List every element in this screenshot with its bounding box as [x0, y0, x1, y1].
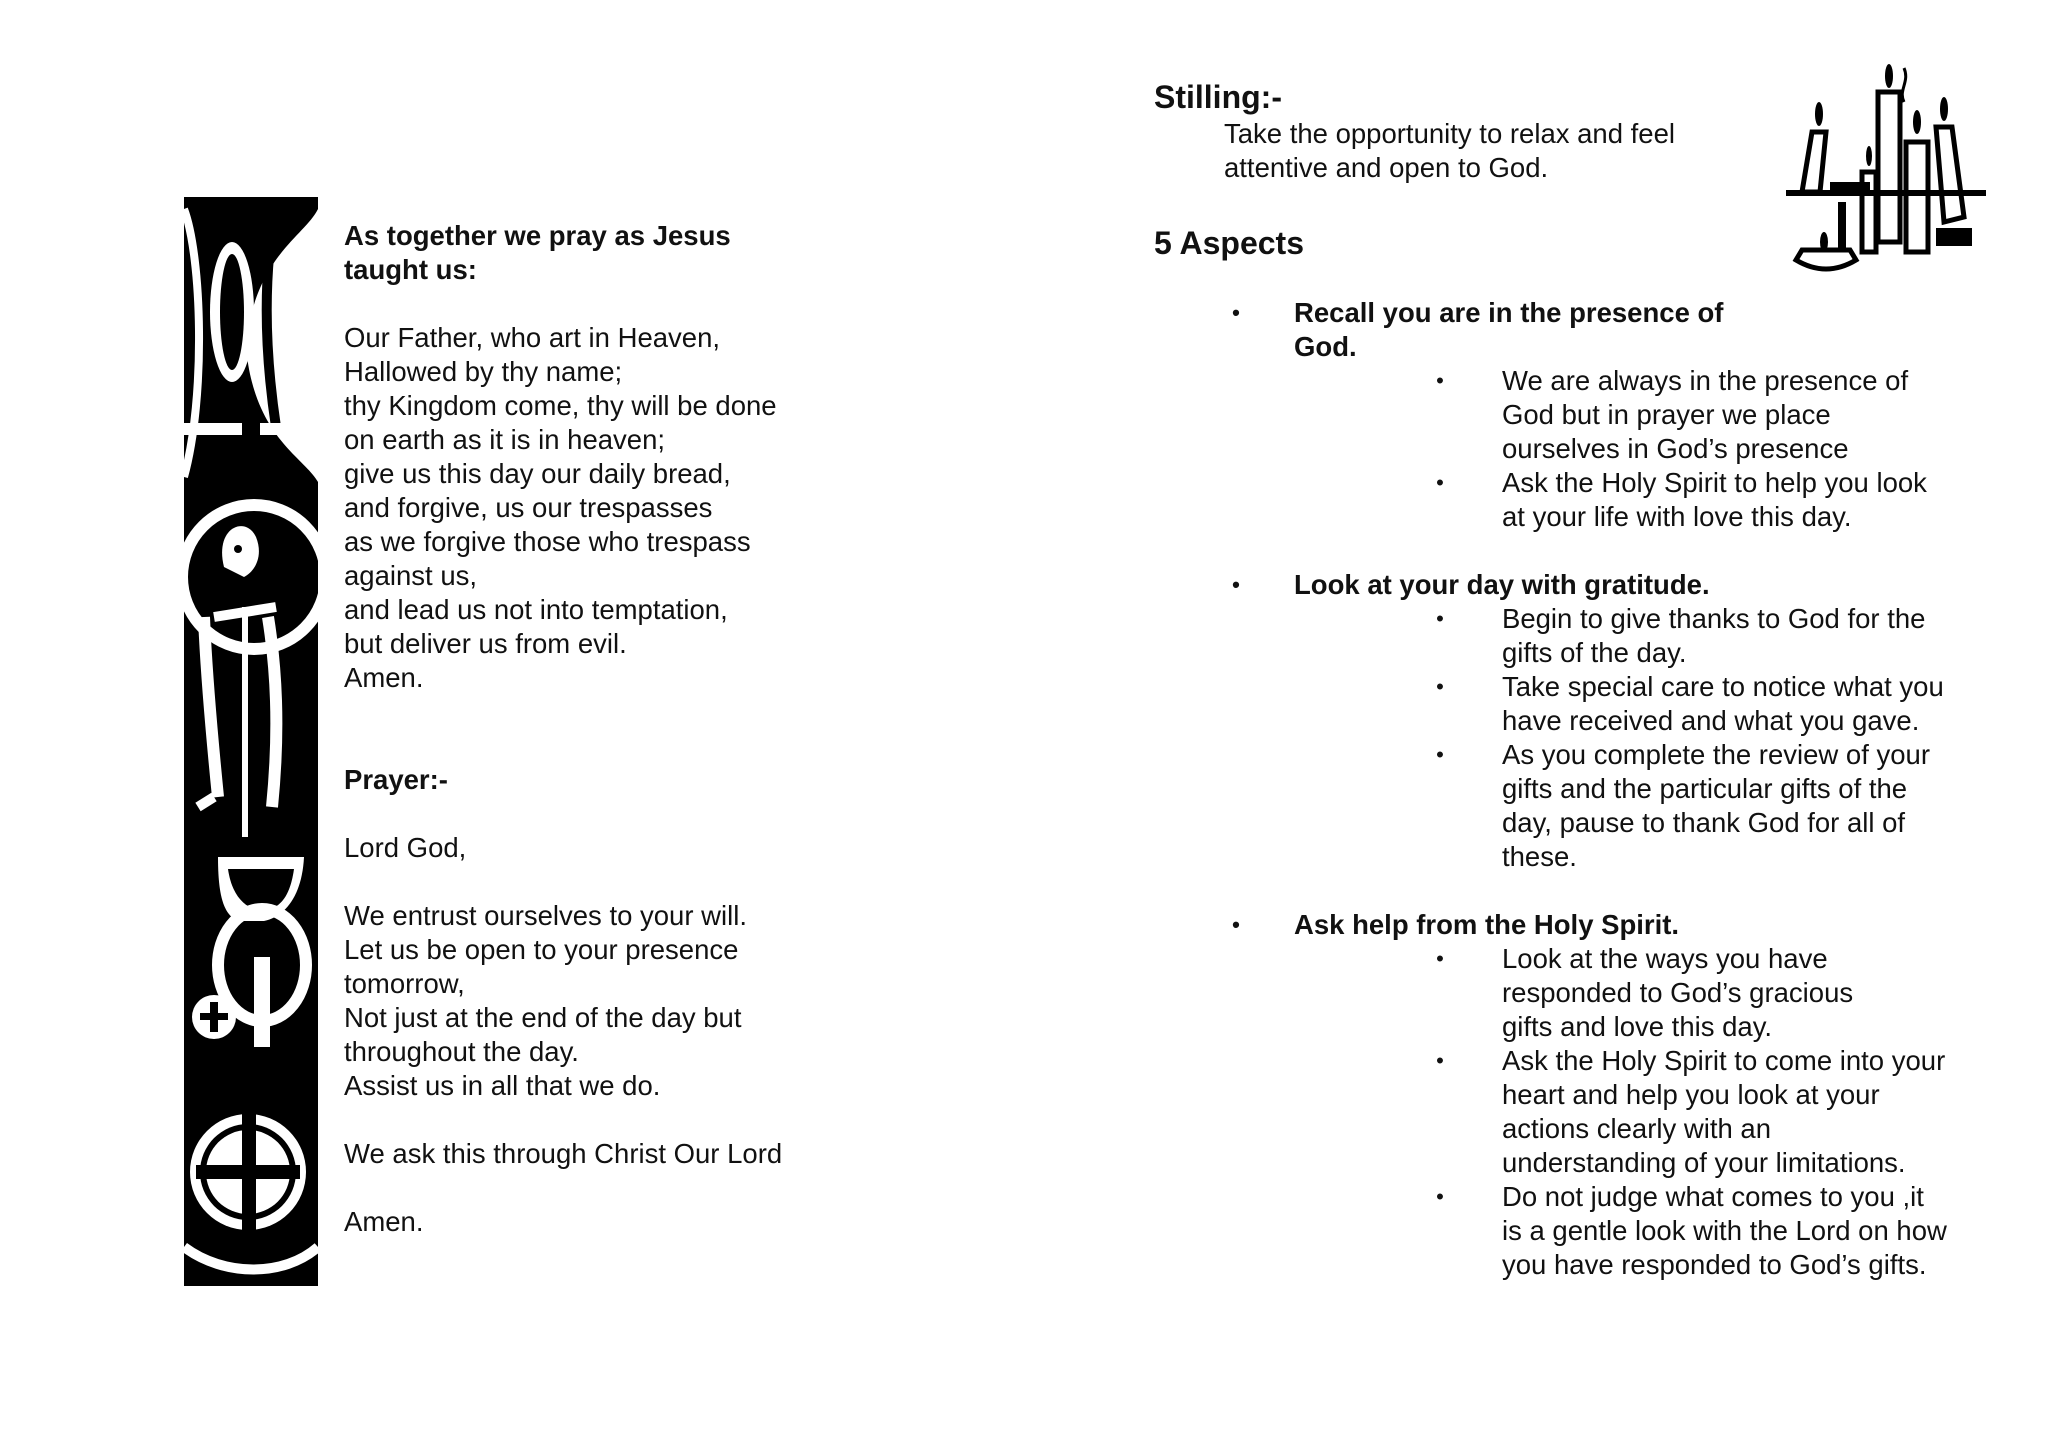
closing-line: We ask this through Christ Our Lord — [344, 1138, 783, 1169]
list-item-line: As you complete the review of your — [1502, 739, 1930, 770]
prayer-line: Amen. — [344, 662, 424, 693]
list-item-line: these. — [1502, 841, 1577, 872]
bullet-icon: • — [1436, 1184, 1444, 1209]
bullet-icon: • — [1232, 300, 1240, 325]
list-item-line: gifts and love this day. — [1502, 1011, 1773, 1042]
list-item-line: understanding of your limitations. — [1502, 1147, 1906, 1178]
prayer-line: Hallowed by thy name; — [344, 356, 623, 387]
list-item — [1436, 942, 1986, 1044]
aspect-title — [1226, 568, 1986, 602]
aspect-title — [1226, 908, 1986, 942]
list-item-line: Do not judge what comes to you ,it — [1502, 1181, 1924, 1212]
bullet-icon: • — [1436, 368, 1444, 393]
prayer-line: tomorrow, — [344, 968, 465, 999]
intro-line: taught us: — [344, 254, 477, 285]
stilling-line: Take the opportunity to relax and feel — [1224, 118, 1675, 149]
list-item-line: God but in prayer we place — [1502, 399, 1831, 430]
aspects-heading: 5 Aspects — [1154, 225, 1304, 261]
prayer-line: throughout the day. — [344, 1036, 579, 1067]
aspect-sub-list — [1226, 942, 1986, 1282]
bullet-icon: • — [1436, 606, 1444, 631]
aspect-title-line: Recall you are in the presence of — [1294, 297, 1724, 328]
aspect-title — [1226, 296, 1986, 364]
bullet-icon: • — [1436, 1048, 1444, 1073]
prayer-line: Our Father, who art in Heaven, — [344, 322, 721, 353]
list-item-line: responded to God’s gracious — [1502, 977, 1854, 1008]
lords-prayer — [344, 321, 864, 695]
list-item-line: We are always in the presence of — [1502, 365, 1909, 396]
list-item — [1436, 670, 1986, 738]
prayer-line: We entrust ourselves to your will. — [344, 900, 747, 931]
list-item — [1436, 466, 1986, 534]
list-item-line: Ask the Holy Spirit to help you look — [1502, 467, 1927, 498]
list-item-line: Begin to give thanks to God for the — [1502, 603, 1926, 634]
religious-banner-artwork — [184, 197, 318, 1286]
aspect-title-line: Ask help from the Holy Spirit. — [1294, 909, 1680, 940]
intro-line: As together we pray as Jesus — [344, 220, 731, 251]
list-item-line: gifts and the particular gifts of the — [1502, 773, 1908, 804]
prayer-line: but deliver us from evil. — [344, 628, 627, 659]
salutation: Lord God, — [344, 832, 467, 863]
prayer-line: on earth as it is in heaven; — [344, 424, 666, 455]
list-item-line: gifts of the day. — [1502, 637, 1687, 668]
prayer-line: Assist us in all that we do. — [344, 1070, 661, 1101]
aspect-item — [1226, 908, 1986, 1282]
left-column — [344, 219, 864, 1239]
bullet-icon: • — [1436, 470, 1444, 495]
list-item — [1436, 364, 1986, 466]
prayer-body — [344, 899, 864, 1103]
stilling-heading: Stilling:- — [1154, 79, 1282, 115]
list-item-line: day, pause to thank God for all of — [1502, 807, 1906, 838]
list-item — [1436, 1044, 1986, 1180]
prayer-line: give us this day our daily bread, — [344, 458, 731, 489]
list-item-line: is a gentle look with the Lord on how — [1502, 1215, 1947, 1246]
aspect-sub-list — [1226, 602, 1986, 874]
list-item-line: actions clearly with an — [1502, 1113, 1772, 1144]
list-item — [1436, 738, 1986, 874]
prayer-line: Let us be open to your presence — [344, 934, 739, 965]
list-item-line: at your life with love this day. — [1502, 501, 1852, 532]
list-item-line: have received and what you gave. — [1502, 705, 1920, 736]
stilling-line: attentive and open to God. — [1224, 152, 1549, 183]
prayer-line: Not just at the end of the day but — [344, 1002, 742, 1033]
prayer-line: against us, — [344, 560, 478, 591]
list-item-line: heart and help you look at your — [1502, 1079, 1880, 1110]
aspect-sub-list — [1226, 364, 1986, 534]
list-item-line: Ask the Holy Spirit to come into your — [1502, 1045, 1946, 1076]
stilling-text — [1224, 117, 1744, 185]
prayer-line: as we forgive those who trespass — [344, 526, 751, 557]
bullet-icon: • — [1232, 572, 1240, 597]
aspect-title-line: God. — [1294, 331, 1357, 362]
list-item — [1436, 1180, 1986, 1282]
bullet-icon: • — [1436, 742, 1444, 767]
prayer-line: and forgive, us our trespasses — [344, 492, 713, 523]
list-item-line: Take special care to notice what you — [1502, 671, 1944, 702]
list-item-line: ourselves in God’s presence — [1502, 433, 1849, 464]
aspect-item — [1226, 296, 1986, 534]
prayer-heading: Prayer:- — [344, 764, 448, 795]
amen-line: Amen. — [344, 1206, 424, 1237]
list-item-line: you have responded to God’s gifts. — [1502, 1249, 1927, 1280]
bullet-icon: • — [1436, 674, 1444, 699]
list-item-line: Look at the ways you have — [1502, 943, 1828, 974]
bullet-icon: • — [1232, 912, 1240, 937]
aspect-title-line: Look at your day with gratitude. — [1294, 569, 1710, 600]
prayer-line: thy Kingdom come, thy will be done — [344, 390, 777, 421]
candles-icon — [1786, 62, 1986, 292]
aspect-item — [1226, 568, 1986, 874]
bullet-icon: • — [1436, 946, 1444, 971]
prayer-line: and lead us not into temptation, — [344, 594, 728, 625]
list-item — [1436, 602, 1986, 670]
